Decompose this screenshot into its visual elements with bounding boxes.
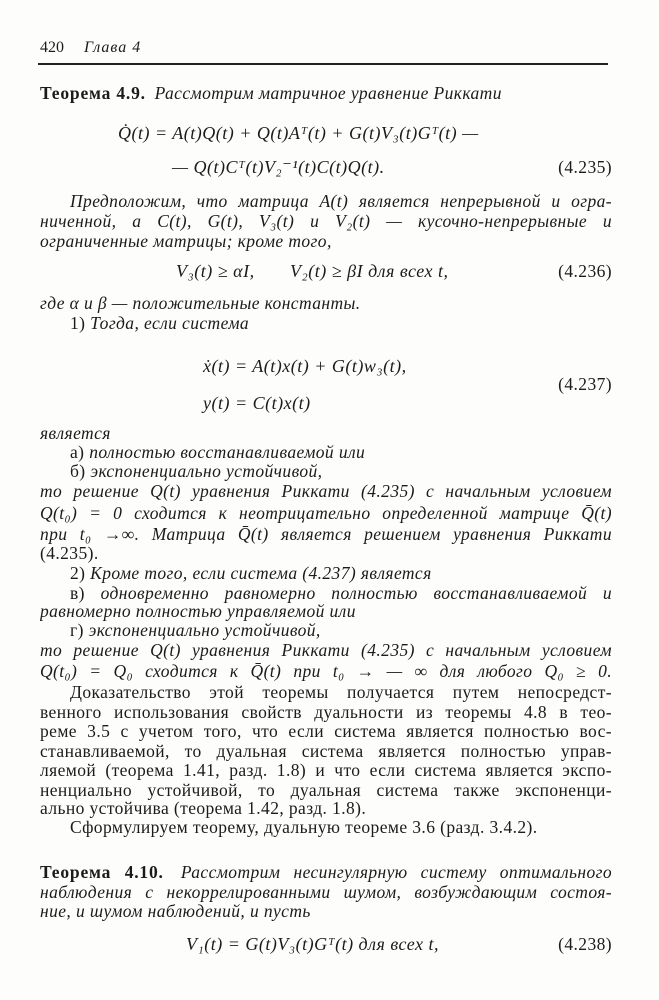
assumption-line-1: Предположим, что матрица A(t) является непрерывной и огра- bbox=[70, 191, 612, 211]
theorem-4-9-heading: Теорема 4.9. bbox=[40, 83, 146, 103]
condition-d-text: экспоненциально устойчивой, bbox=[88, 620, 321, 640]
assumption-line-3: ограниченные матрицы; кроме того, bbox=[40, 231, 332, 251]
theorem-4-10-line-2: наблюдения с некоррелированными шумом, возбуждающим состоя- bbox=[40, 882, 612, 902]
condition-c-text: одновременно равномерно полностью восстанавливаемой и bbox=[100, 583, 612, 603]
equation-4-237-line-1: ẋ(t) = A(t)x(t) + G(t)w₃(t), bbox=[203, 356, 407, 376]
running-header bbox=[40, 37, 612, 59]
equation-4-235-line-2: — Q(t)Cᵀ(t)V₂⁻¹(t)C(t)Q(t). bbox=[172, 157, 385, 177]
condition-d-line bbox=[70, 619, 612, 641]
page-number: 420 bbox=[40, 39, 64, 56]
theorem-4-10-text-1: Рассмотрим несингулярную систему оптимального bbox=[180, 862, 612, 882]
equation-4-236-part-1: V₃(t) ≥ αI, bbox=[176, 261, 255, 281]
result-2-line-2: Q(t₀) = Q₀ сходится к Q̄(t) при t₀ → — ∞ для любого Q₀ ≥ 0. bbox=[40, 661, 612, 681]
chapter-title: Глава 4 bbox=[84, 39, 142, 56]
proof-line-1: Доказательство этой теоремы получается путем непосредст- bbox=[70, 682, 612, 702]
item-1-text: Тогда, если система bbox=[90, 313, 250, 333]
proof-line-4: станавливаемой, то дуальная система является полностью управ- bbox=[40, 741, 612, 761]
header-rule bbox=[38, 63, 608, 65]
condition-d-label: г) bbox=[70, 620, 84, 640]
assumption-line-2: ниченной, а C(t), G(t), V₃(t) и V₂(t) — кусочно-непрерывные и bbox=[40, 211, 612, 231]
equation-number-4-238: (4.238) bbox=[558, 934, 612, 954]
constants-line: где α и β — положительные константы. bbox=[40, 293, 361, 313]
condition-c-continuation: равномерно полностью управляемой или bbox=[40, 601, 356, 621]
condition-a-text: полностью восстанавливаемой или bbox=[89, 442, 366, 462]
equation-4-235-line-1: Q̇(t) = A(t)Q(t) + Q(t)Aᵀ(t) + G(t)V₃(t)Gᵀ(t) — bbox=[118, 123, 479, 143]
equation-4-238: V₁(t) = G(t)V₃(t)Gᵀ(t) для всех t, bbox=[186, 934, 439, 954]
result-1-line-1: то решение Q(t) уравнения Риккати (4.235) с начальным условием bbox=[40, 481, 612, 501]
theorem-4-9-intro: Рассмотрим матричное уравнение Риккати bbox=[154, 83, 502, 103]
theorem-4-10-line-3: ние, и шумом наблюдений, и пусть bbox=[40, 901, 311, 921]
item-2-label: 2) bbox=[70, 563, 86, 583]
condition-a-label: а) bbox=[70, 442, 85, 462]
is-word-line: является bbox=[40, 423, 111, 443]
item-1-label: 1) bbox=[70, 313, 86, 333]
item-2-line bbox=[70, 562, 612, 584]
equation-number-4-237: (4.237) bbox=[558, 374, 612, 394]
result-2-line-1: то решение Q(t) уравнения Риккати (4.235) с начальным условием bbox=[40, 640, 612, 660]
dual-statement-line: Сформулируем теорему, дуальную теореме 3.6 (разд. 3.4.2). bbox=[70, 817, 538, 837]
result-1-line-3: при t₀ →∞. Матрица Q̄(t) является решением уравнения Риккати bbox=[40, 524, 612, 544]
equation-4-237-line-2: y(t) = C(t)x(t) bbox=[203, 393, 311, 413]
condition-b-line bbox=[70, 460, 612, 482]
proof-line-2: венного использования свойств дуальности из теоремы 4.8 в тео- bbox=[40, 702, 612, 722]
result-1-line-4: (4.235). bbox=[40, 543, 99, 563]
proof-line-7: ально устойчива (теорема 1.42, разд. 1.8). bbox=[40, 798, 367, 818]
theorem-4-10-heading: Теорема 4.10. bbox=[40, 862, 164, 882]
equation-number-4-236: (4.236) bbox=[558, 261, 612, 281]
proof-line-6: ненциально устойчивой, то дуальная система также экспоненци- bbox=[40, 780, 612, 800]
equation-4-236-part-2: V₂(t) ≥ βI для всех t, bbox=[290, 261, 449, 281]
condition-c-label: в) bbox=[70, 583, 85, 603]
theorem-4-9-line bbox=[40, 82, 612, 104]
condition-b-label: б) bbox=[70, 461, 86, 481]
theorem-4-10-line-1 bbox=[40, 861, 612, 883]
proof-line-5: ляемой (теорема 1.41, разд. 1.8) и что если система является экспо- bbox=[40, 760, 612, 780]
equation-number-4-235: (4.235) bbox=[558, 157, 612, 177]
item-2-text: Кроме того, если система (4.237) является bbox=[90, 563, 432, 583]
item-1-line bbox=[70, 312, 612, 334]
condition-b-text: экспоненциально устойчивой, bbox=[90, 461, 323, 481]
result-1-line-2: Q(t₀) = 0 сходится к неотрицательно определенной матрице Q̄(t) bbox=[40, 503, 612, 523]
proof-line-3: реме 3.5 с учетом того, что если система является полностью вос- bbox=[40, 721, 612, 741]
